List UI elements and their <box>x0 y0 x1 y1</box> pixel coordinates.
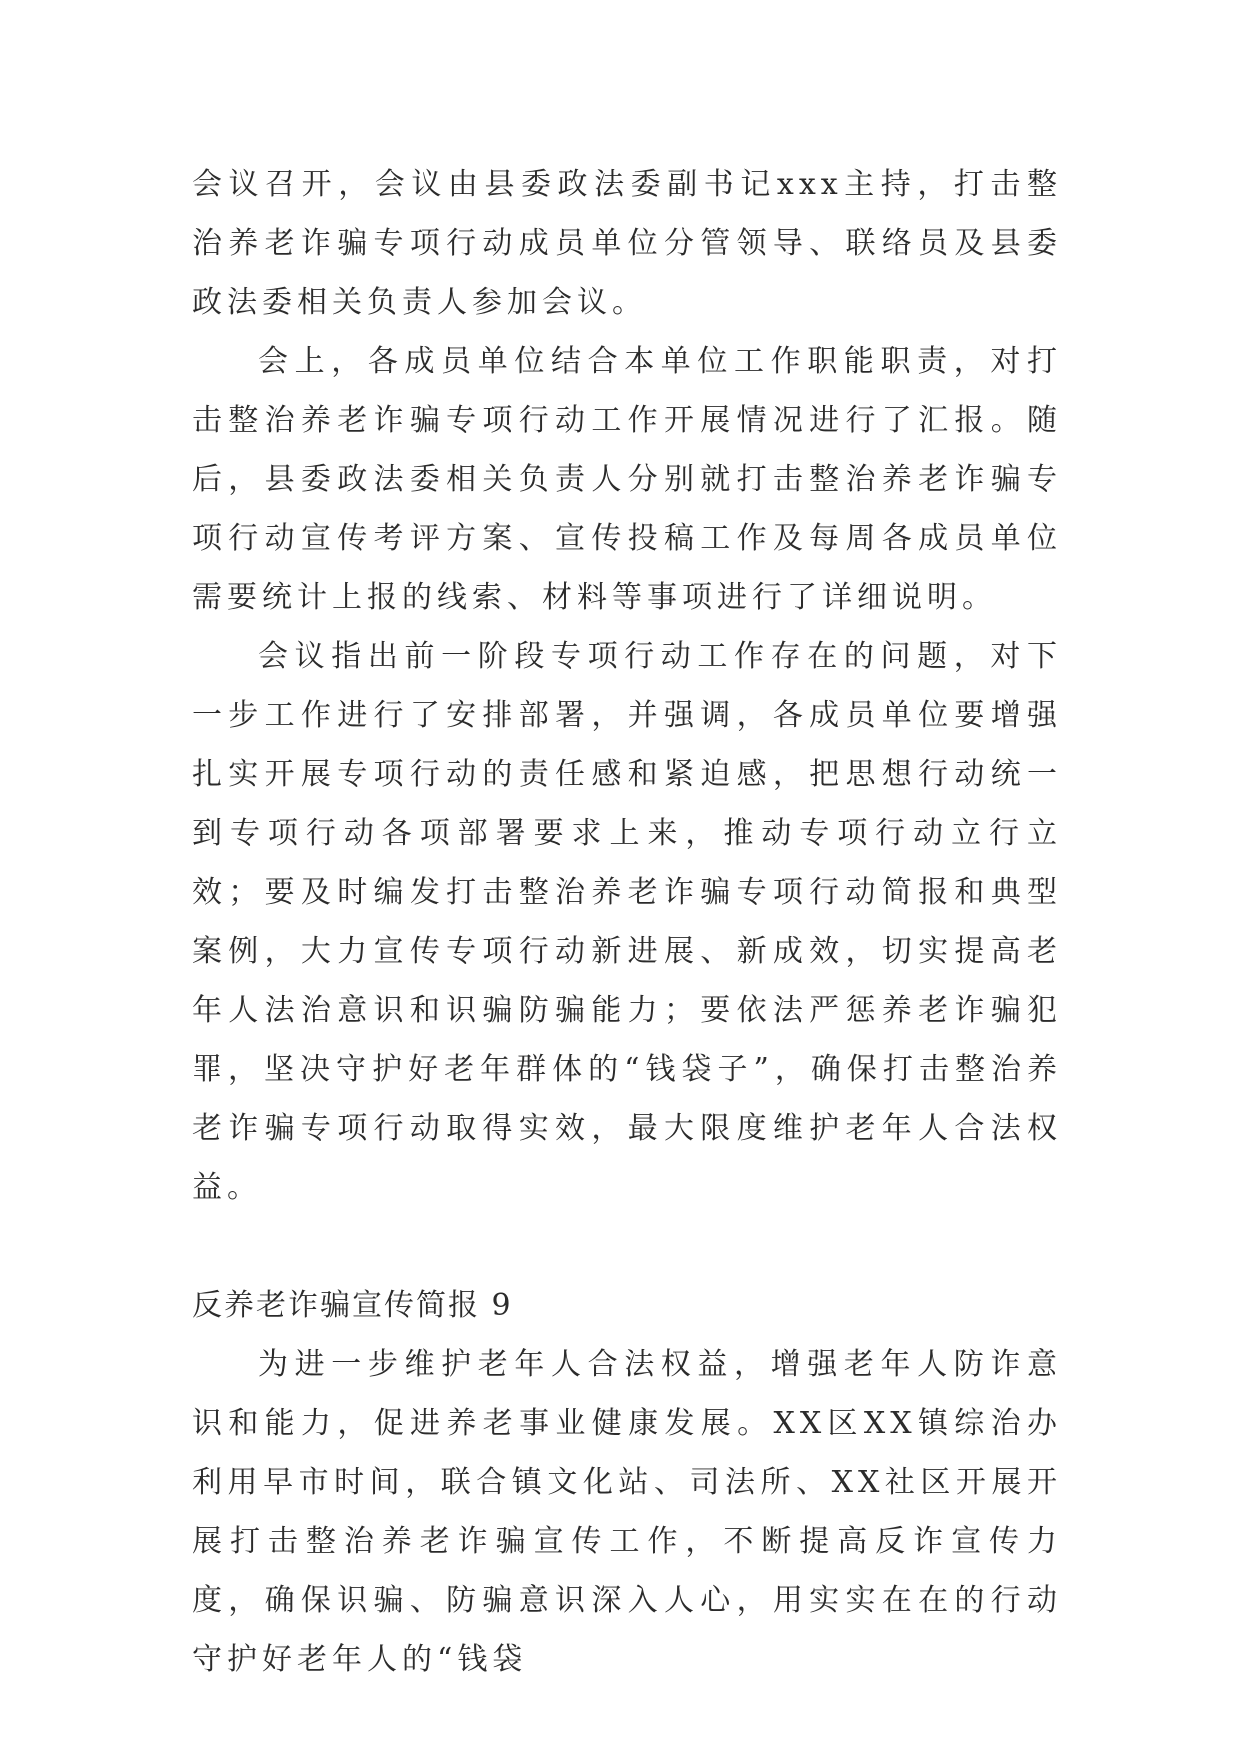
section-heading: 反养老诈骗宣传简报 9 <box>192 1288 513 1323</box>
paragraph-meeting-reports: 会上，各成员单位结合本单位工作职能职责，对打击整治养老诈骗专项行动工作开展情况进行了汇报。随后，县委政法委相关负责人分别就打击整治养老诈骗专项行动宣传考评方案、宣传投稿工作及每周各成员单位需要统计上报的线索、材料等事项进行了详细说明。 <box>192 344 1062 615</box>
paragraph-meeting-instructions: 会议指出前一阶段专项行动工作存在的问题，对下一步工作进行了安排部署，并强调，各成员单位要增强扎实开展专项行动的责任感和紧迫感，把思想行动统一到专项行动各项部署要求上来，推动专项行动立行立效；要及时编发打击整治养老诈骗专项行动简报和典型案例，大力宣传专项行动新进展、新成效，切实提高老年人法治意识和识骗防骗能力；要依法严惩养老诈骗犯罪，坚决守护好老年群体的“钱袋子”，确保打击整治养老诈骗专项行动取得实效，最大限度维护老年人合法权益。 <box>192 639 1062 1205</box>
document-body <box>192 155 1062 1689</box>
paragraph-meeting-opening: 会议召开，会议由县委政法委副书记xxx主持，打击整治养老诈骗专项行动成员单位分管领导、联络员及县委政法委相关负责人参加会议。 <box>192 167 1062 320</box>
paragraph-section-intro: 为进一步维护老年人合法权益，增强老年人防诈意识和能力，促进养老事业健康发展。XX区XX镇综治办利用早市时间，联合镇文化站、司法所、XX社区开展开展打击整治养老诈骗宣传工作，不断提高反诈宣传力度，确保识骗、防骗意识深入人心，用实实在在的行动守护好老年人的“钱袋 <box>192 1347 1062 1677</box>
